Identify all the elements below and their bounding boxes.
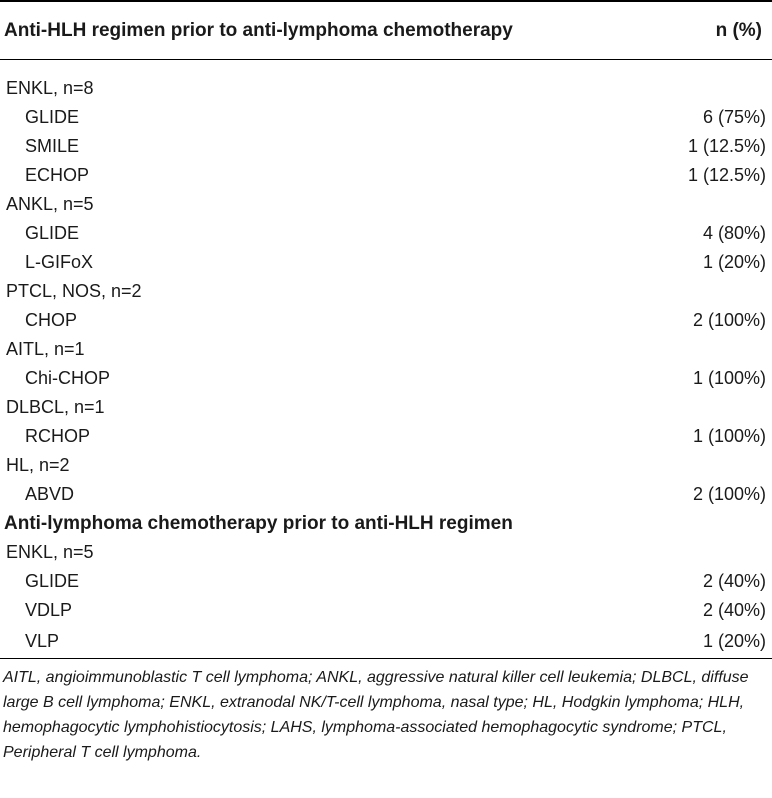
row-value: 2 (40%) <box>702 600 766 620</box>
row-value <box>600 190 772 219</box>
table-header <box>0 1 772 60</box>
table-row-group <box>0 190 772 219</box>
row-value <box>600 335 772 364</box>
row-label: ABVD <box>25 484 75 504</box>
row-label: AITL, n=1 <box>6 339 85 359</box>
row-label: ECHOP <box>25 165 90 185</box>
table-row-item <box>0 364 772 393</box>
table-row-item <box>0 219 772 248</box>
row-value <box>600 451 772 480</box>
row-label: SMILE <box>25 136 80 156</box>
row-value <box>600 393 772 422</box>
row-label: Anti-lymphoma chemotherapy prior to anti-HLH regimen <box>4 512 513 534</box>
table-row-group <box>0 393 772 422</box>
table-row-group <box>0 538 772 567</box>
row-value: 1 (20%) <box>600 625 772 659</box>
row-value <box>600 277 772 306</box>
row-label: HL, n=2 <box>6 455 70 475</box>
table-row-group <box>0 451 772 480</box>
row-label: ANKL, n=5 <box>6 194 94 214</box>
row-value: 1 (12.5%) <box>687 136 766 156</box>
row-value <box>600 60 772 104</box>
row-label: L-GIFoX <box>25 252 94 272</box>
row-value: 1 (100%) <box>692 426 766 446</box>
row-label: GLIDE <box>25 223 80 243</box>
row-label: CHOP <box>25 310 78 330</box>
table-row-group <box>0 60 772 104</box>
table-row-item <box>0 248 772 277</box>
table-row-item <box>0 596 772 625</box>
table-row-section <box>0 509 772 538</box>
table-row-item <box>0 103 772 132</box>
table-row-item <box>0 306 772 335</box>
table-row-item <box>0 567 772 596</box>
table-row-item <box>0 132 772 161</box>
row-label: VLP <box>0 625 600 659</box>
row-label: ENKL, n=5 <box>6 542 94 562</box>
table-row-item <box>0 422 772 451</box>
header-value: n (%) <box>600 1 772 60</box>
row-value: 2 (100%) <box>692 310 766 330</box>
table-row-item <box>0 480 772 509</box>
row-value: 4 (80%) <box>702 223 766 243</box>
table-row-group <box>0 335 772 364</box>
table-footnote: AITL, angioimmunoblastic T cell lymphoma; ANKL, aggressive natural killer cell leukemia; DLBCL, diffuse large B cell lymphoma; ENKL, extranodal NK/T-cell lymphoma, nasal type; HL, Hodgkin lymphoma; HLH, hemophagocytic lymphohistiocytosis; LAHS, lymphoma-associated hemophagocytic syndrome; PTCL, Peripheral T cell lymphoma. <box>3 669 749 761</box>
table-row-item <box>0 161 772 190</box>
row-value <box>600 538 772 567</box>
row-label: VDLP <box>25 600 73 620</box>
row-label: GLIDE <box>25 571 80 591</box>
table-body <box>0 60 772 659</box>
table-row-group <box>0 277 772 306</box>
row-value: 2 (40%) <box>702 571 766 591</box>
table-row-item <box>0 625 772 659</box>
row-label: GLIDE <box>25 107 80 127</box>
row-label: Chi-CHOP <box>25 368 111 388</box>
row-value: 2 (100%) <box>692 484 766 504</box>
row-value: 1 (12.5%) <box>687 165 766 185</box>
row-label: ENKL, n=8 <box>6 78 94 98</box>
row-value: 6 (75%) <box>702 107 766 127</box>
header-row <box>0 1 772 60</box>
row-label: DLBCL, n=1 <box>6 397 105 417</box>
row-label: PTCL, NOS, n=2 <box>6 281 142 301</box>
header-label: Anti-HLH regimen prior to anti-lymphoma chemotherapy <box>0 1 600 60</box>
row-value <box>600 509 772 538</box>
row-value: 1 (100%) <box>692 368 766 388</box>
row-value: 1 (20%) <box>702 252 766 272</box>
row-label: RCHOP <box>25 426 91 446</box>
